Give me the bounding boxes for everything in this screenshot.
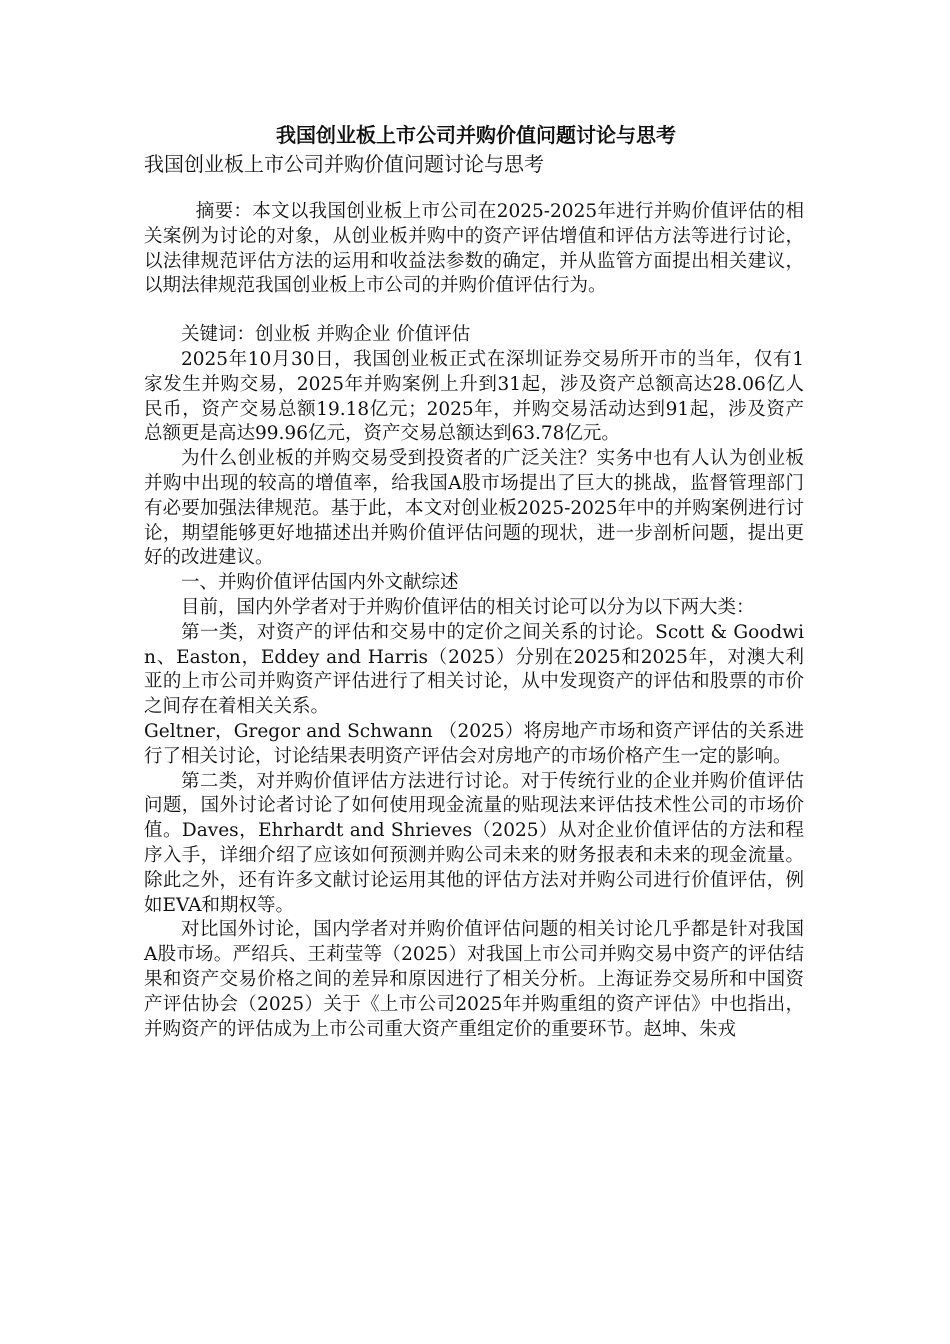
body-paragraph: 第二类，对并购价值评估方法进行讨论。对于传统行业的企业并购价值评估问题，国外讨论者讨论了如何使用现金流量的贴现法来评估技术性公司的市场价值。Daves，Ehrhardt and Shrieves（2025）从对企业价值评估的方法和程序入手，详细介绍了应该如何预测并购公司未来的财务报表和未来的现金流量。除此之外，还有许多文献讨论运用其他的评估方法对并购公司进行价值评估，例如EVA和期权等。 <box>144 770 804 916</box>
body-paragraph: 对比国外讨论，国内学者对并购价值评估问题的相关讨论几乎都是针对我国A股市场。严绍兵、王莉莹等（2025）对我国上市公司并购交易中资产的评估结果和资产交易价格之间的差异和原因进行了相关分析。上海证券交易所和中国资产评估协会（2025）关于《上市公司2025年并购重组的资产评估》中也指出，并购资产的评估成为上市公司重大资产重组定价的重要环节。赵坤、朱戎 <box>144 919 804 1040</box>
document-body <box>144 120 804 1042</box>
document-title: 我国创业板上市公司并购价值问题讨论与思考 <box>276 123 676 147</box>
section-heading: 一、并购价值评估国内外文献综述 <box>181 572 459 594</box>
document-subtitle: 我国创业板上市公司并购价值问题讨论与思考 <box>144 152 544 176</box>
body-paragraph: Geltner，Gregor and Schwann （2025）将房地产市场和资产评估的关系进行了相关讨论，讨论结果表明资产评估会对房地产的市场价格产生一定的影响。 <box>144 720 804 767</box>
body-paragraph: 为什么创业板的并购交易受到投资者的广泛关注？实务中也有人认为创业板并购中出现的较高的增值率，给我国A股市场提出了巨大的挑战，监督管理部门有必要加强法律规范。基于此，本文对创业板2025-2025年中的并购案例进行讨论，期望能够更好地描述出并购价值评估问题的现状，进一步剖析问题，提出更好的改进建议。 <box>144 448 804 569</box>
body-paragraph: 目前，国内外学者对于并购价值评估的相关讨论可以分为以下两大类： <box>181 596 755 618</box>
keywords-line: 关键词：创业板 并购企业 价值评估 <box>181 324 471 346</box>
body-paragraph: 2025年10月30日，我国创业板正式在深圳证券交易所开市的当年，仅有1家发生并购交易，2025年并购案例上升到31起，涉及资产总额高达28.06亿人民币，资产交易总额19.18亿元；2025年，并购交易活动达到91起，涉及资产总额更是高达99.96亿元，资产交易总额达到63.78亿元。 <box>144 348 804 445</box>
body-paragraph: 第一类，对资产的评估和交易中的定价之间关系的讨论。Scott & Goodwin、Easton，Eddey and Harris（2025）分别在2025和2025年，对澳大利亚的上市公司并购资产评估进行了相关讨论，从中发现资产的评估和股票的市价之间存在着相关关系。 <box>144 621 804 718</box>
abstract-paragraph: 摘要：本文以我国创业板上市公司在2025-2025年进行并购价值评估的相关案例为讨论的对象，从创业板并购中的资产评估增值和评估方法等进行讨论，以法律规范评估方法的运用和收益法参数的确定，并从监管方面提出相关建议，以期法律规范我国创业板上市公司的并购价值评估行为。 <box>144 201 804 297</box>
